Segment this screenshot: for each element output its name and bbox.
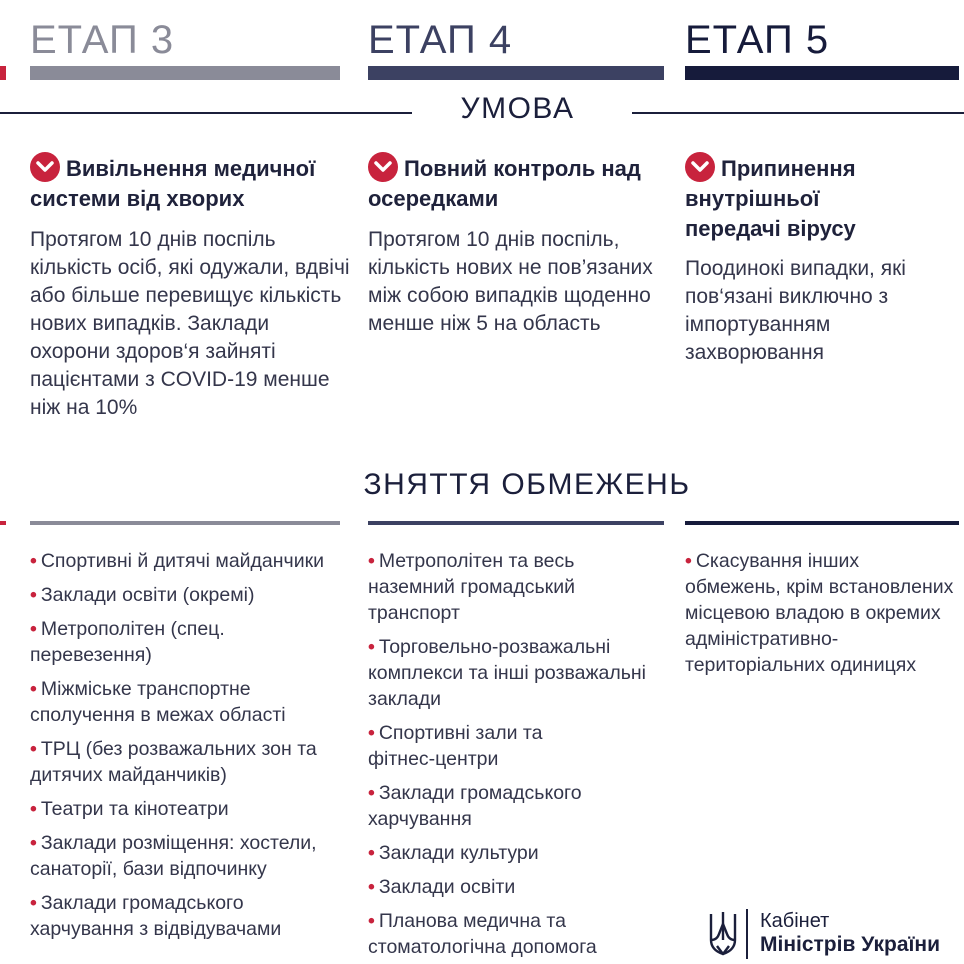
lifting-title: ЗНЯТТЯ ОБМЕЖЕНЬ — [363, 468, 691, 501]
list-item: • Метрополітен (спец. перевезення) — [30, 618, 225, 666]
stage-3-title: ЕТАП 3 — [30, 18, 175, 62]
logo-line-2: Міністрів України — [760, 933, 940, 956]
condition-1-heading: Вивільнення медичної системи від хворих — [30, 152, 350, 214]
stage-5-title: ЕТАП 5 — [685, 18, 830, 62]
conditions-title: УМОВА — [460, 92, 575, 125]
cabinet-logo — [708, 906, 940, 962]
stage-3-lifting-list — [30, 548, 355, 950]
list-item: • Торговельно-розважальні комплекси та інші розважальні заклади — [368, 636, 646, 710]
condition-3-heading: Припинення внутрішньої передачі вірусу — [685, 152, 915, 244]
list-item: • Заклади освіти — [368, 876, 516, 898]
conditions-divider-right — [632, 112, 964, 114]
logo-line-1: Кабінет — [760, 910, 830, 932]
stage-5-lifting-list — [685, 548, 957, 686]
stage-3-thin-bar — [30, 521, 340, 525]
stage-5-bar — [685, 66, 959, 80]
list-item: • Заклади громадського харчування — [368, 782, 582, 830]
stage-5-thin-bar — [685, 521, 959, 525]
stage-4-thin-bar — [368, 521, 664, 525]
condition-1-text: Протягом 10 днів поспіль кількість осіб, які одужали, вдвічі або більше перевищує кількість нових випадків. Заклади охорони здоров‘я зайняті пацієнтами з COVID-19 менше ніж на 10% — [30, 228, 350, 419]
check-icon — [30, 152, 60, 182]
stage-4-lifting-list — [368, 548, 668, 964]
stage-4-title: ЕТАП 4 — [368, 18, 513, 62]
logo-separator — [746, 909, 748, 959]
left-edge-mark-bottom — [0, 521, 6, 525]
condition-3-text: Поодинокі випадки, які пов‘язані виключно з імпортуванням захворювання — [685, 257, 906, 364]
check-icon — [685, 152, 715, 182]
stage-3-bar — [30, 66, 340, 80]
conditions-divider-left — [0, 112, 412, 114]
list-item: • Заклади освіти (окремі) — [30, 584, 255, 606]
list-item: • Заклади культури — [368, 842, 539, 864]
condition-2-heading: Повний контроль над осередками — [368, 152, 658, 214]
list-item: • Спортивні зали та фітнес-центри — [368, 722, 543, 770]
list-item: • Спортивні й дитячі майданчики — [30, 550, 325, 572]
condition-2-text: Протягом 10 днів поспіль, кількість нових не пов’язаних між собою випадків щоденно менше ніж 5 на область — [368, 228, 653, 335]
list-item: • Міжміське транспортне сполучення в межах області — [30, 678, 286, 726]
list-item: • Заклади громадського харчування з відвідувачами — [30, 892, 282, 940]
stage-4-bar — [368, 66, 664, 80]
list-item: • ТРЦ (без розважальних зон та дитячих майданчиків) — [30, 738, 317, 786]
left-edge-mark-top — [0, 66, 6, 80]
list-item: • Театри та кінотеатри — [30, 798, 229, 820]
list-item: • Скасування інших обмежень, крім встановлених місцевою владою в окремих адміністративно-територіальних одиницях — [685, 550, 954, 676]
list-item: • Метрополітен та весь наземний громадський транспорт — [368, 550, 575, 624]
list-item: • Заклади розміщення: хостели, санаторії, бази відпочинку — [30, 832, 317, 880]
list-item: • Планова медична та стоматологічна допомога — [368, 910, 597, 958]
check-icon — [368, 152, 398, 182]
trident-icon — [708, 910, 738, 958]
